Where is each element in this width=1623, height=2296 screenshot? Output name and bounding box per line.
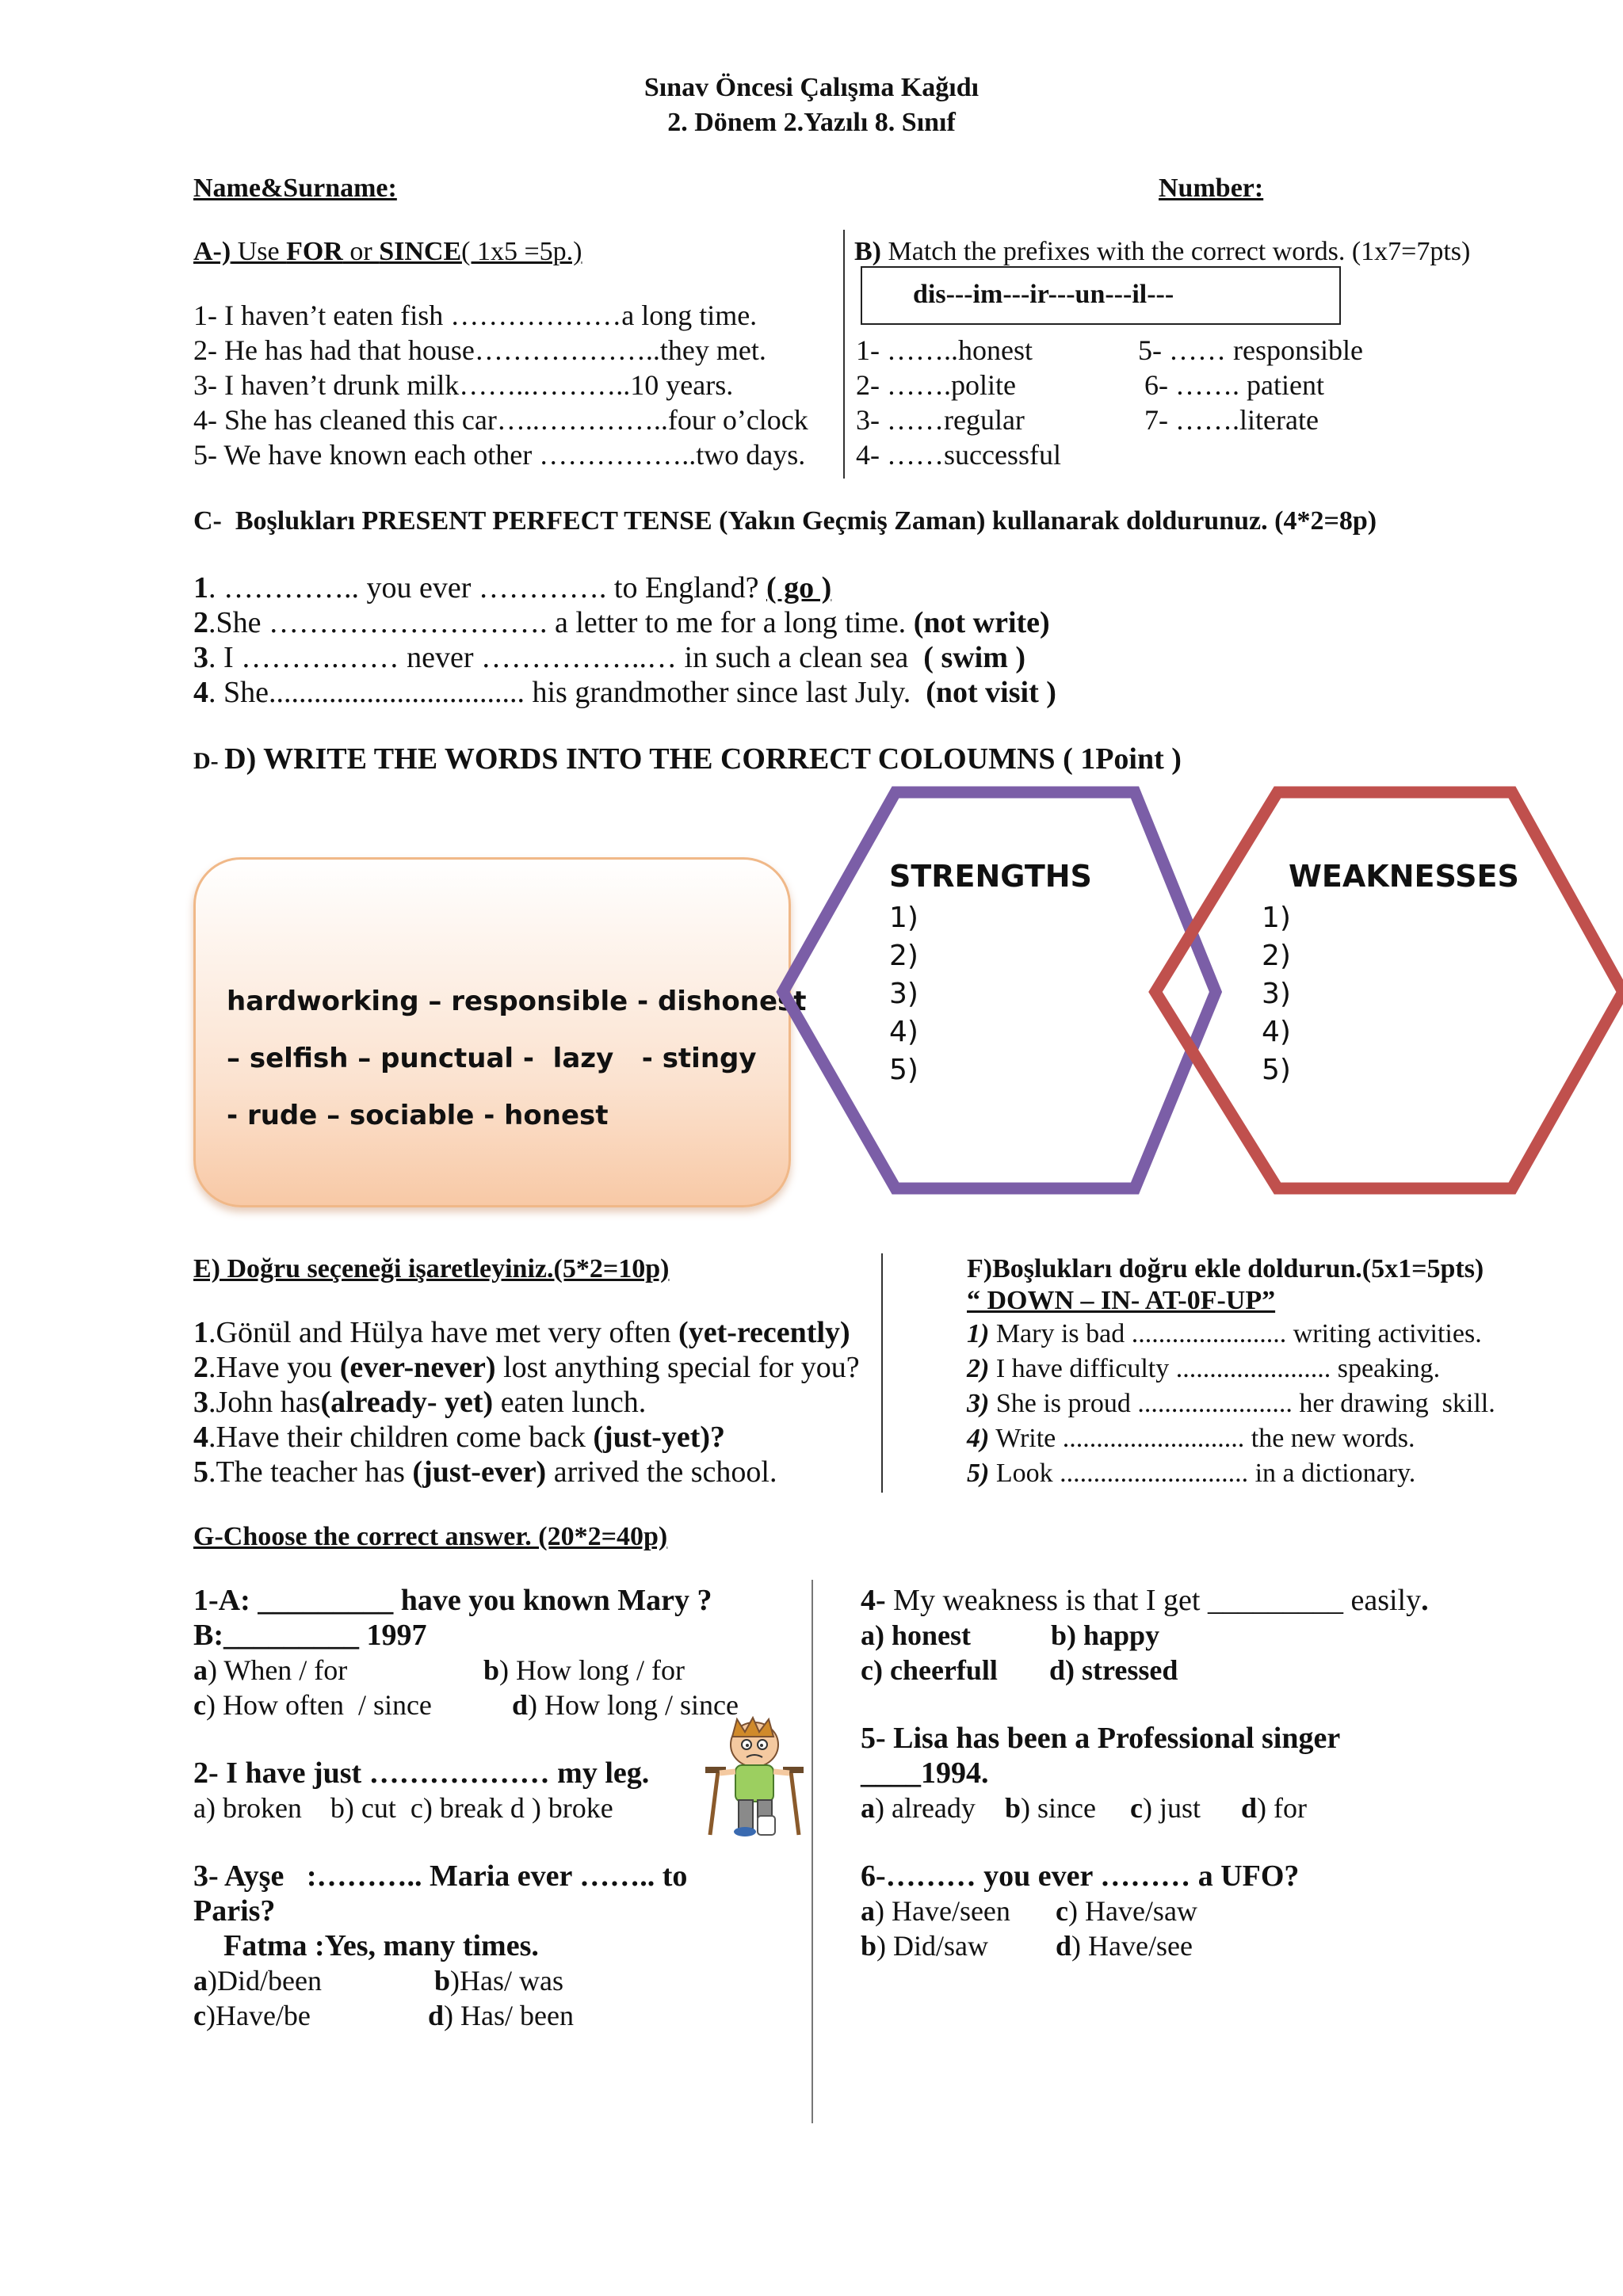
item-number: 1): [967, 1319, 990, 1348]
option-text: ) already: [875, 1792, 976, 1824]
section-g-heading: G-Choose the correct answer. (20*2=40p): [193, 1522, 668, 1551]
strength-slot: 2): [889, 940, 918, 972]
option-text: )Did/been: [208, 1965, 322, 1997]
item-choice: (yet-recently): [678, 1316, 850, 1349]
section-a-item: 5- We have known each other ……………..two days.: [193, 439, 806, 471]
option-text: )Have/be: [205, 2000, 311, 2031]
answer-option: [1056, 1894, 1197, 1928]
item-text: .Have you: [208, 1351, 340, 1384]
option-text: ) How long / for: [499, 1654, 685, 1686]
word-bank-line: - rude – sociable - honest: [227, 1100, 609, 1131]
question-number: 4-: [861, 1584, 894, 1617]
question-3-line: Fatma :Yes, many times.: [223, 1929, 539, 1962]
item-number: 5: [193, 1455, 208, 1489]
option-text: ) for: [1257, 1792, 1307, 1824]
item-number: 2): [967, 1354, 990, 1383]
weakness-slot: 1): [1262, 902, 1291, 934]
item-number: 2: [193, 1351, 208, 1384]
item-number: 1: [193, 571, 208, 605]
option-letter: c: [193, 2000, 206, 2031]
section-b-item: 5- …… responsible: [1138, 334, 1363, 366]
option-text: ) Has/ been: [444, 2000, 574, 2031]
item-number: 3: [193, 1386, 208, 1419]
section-f-item: [967, 1352, 1440, 1386]
option-letter: b: [1005, 1792, 1022, 1824]
option-text: ) just: [1142, 1792, 1201, 1824]
number-label: Number:: [1159, 174, 1264, 203]
answer-option: [1130, 1791, 1201, 1825]
option-letter: c: [1056, 1895, 1068, 1927]
item-text-end: lost anything special for you?: [495, 1351, 860, 1384]
prefix-box-text: dis---im---ir---un---il---: [913, 280, 1174, 309]
question-1-line: 1-A: _________ have you known Mary ?: [193, 1584, 712, 1617]
option-text: ) Have/saw: [1067, 1895, 1197, 1927]
question-text: My weakness is that I get _________ easily: [893, 1584, 1422, 1617]
section-f-item: [967, 1456, 1415, 1491]
section-b-prefix: B): [854, 237, 881, 266]
question-5-line: 5- Lisa has been a Professional singer: [861, 1722, 1341, 1755]
section-b-instruction: Match the prefixes with the correct words. (1x7=7pts): [881, 237, 1471, 266]
option-letter: a: [861, 1895, 875, 1927]
item-text: . I ……….…… never ……………..… in such a clean sea: [208, 641, 924, 674]
weaknesses-label: WEAKNESSES: [1289, 859, 1519, 894]
verb-hint: (not write): [913, 606, 1050, 639]
answer-option: [193, 1688, 432, 1722]
weaknesses-hexagon: [1155, 792, 1623, 1188]
option-text: ) When / for: [208, 1654, 348, 1686]
answer-option: c) cheerfull: [861, 1654, 998, 1686]
section-a-item: 1- I haven’t eaten fish ………………a long time.: [193, 299, 758, 331]
option-letter: b: [434, 1965, 451, 1997]
or-word: or: [342, 237, 380, 266]
answer-option: [483, 1653, 685, 1688]
option-letter: a: [193, 1654, 208, 1686]
item-text: Mary is bad ....................... writing activities.: [989, 1319, 1482, 1348]
answer-option: [1005, 1791, 1096, 1825]
item-text: Write ........................... the new words.: [989, 1424, 1415, 1453]
question-2-answers: a) broken b) cut c) break d ) broke: [193, 1792, 613, 1824]
item-text: . ………….. you ever …………. to England?: [208, 571, 766, 605]
item-choice: (already- yet): [320, 1386, 494, 1419]
boy-on-crutches-illustration: [686, 1716, 824, 1846]
item-text-end: eaten lunch.: [493, 1386, 647, 1419]
answer-option: [428, 1998, 574, 2033]
section-e-item: [193, 1350, 860, 1385]
item-text: She is proud ....................... her drawing skill.: [989, 1389, 1495, 1418]
section-f-options: “ DOWN – IN- AT-0F-UP”: [967, 1286, 1276, 1315]
question-3-line: 3- Ayşe :……….. Maria ever …….. to: [193, 1859, 688, 1893]
worksheet-subtitle: 2. Dönem 2.Yazılı 8. Sınıf: [667, 108, 956, 137]
answer-option: [861, 1894, 1010, 1928]
section-a-prefix: A-): [193, 237, 231, 266]
section-a-item: 4- She has cleaned this car…..…………..four o’clock: [193, 404, 808, 436]
section-e-item: [193, 1455, 777, 1489]
option-text: ) Have/seen: [875, 1895, 1010, 1927]
section-d-title: D) WRITE THE WORDS INTO THE CORRECT COLOUMNS ( 1Point ): [224, 742, 1182, 776]
option-letter: d: [1241, 1792, 1258, 1824]
item-number: 3: [193, 641, 208, 674]
option-letter: a: [861, 1792, 875, 1824]
item-choice: (just-ever): [412, 1455, 547, 1489]
item-text-end: arrived the school.: [546, 1455, 777, 1489]
weakness-slot: 2): [1262, 940, 1291, 972]
answer-option: [193, 1653, 347, 1688]
option-letter: c: [193, 1689, 206, 1721]
option-letter: b: [483, 1654, 500, 1686]
option-text: )Has/ was: [450, 1965, 563, 1997]
section-e-heading: E) Doğru seçeneği işaretleyiniz.(5*2=10p): [193, 1254, 670, 1283]
item-text: I have difficulty ....................... speaking.: [989, 1354, 1441, 1383]
item-number: 4: [193, 676, 208, 709]
column-divider: [881, 1253, 883, 1493]
worksheet-title: Sınav Öncesi Çalışma Kağıdı: [643, 73, 980, 102]
name-label: Name&Surname:: [193, 174, 397, 203]
answer-option: [861, 1791, 976, 1825]
option-letter: c: [1130, 1792, 1143, 1824]
answer-option: [193, 1963, 322, 1998]
option-text: ) Have/see: [1071, 1930, 1193, 1962]
section-a-item: 3- I haven’t drunk milk……..………..10 years.: [193, 369, 734, 401]
item-number: 4): [967, 1424, 990, 1453]
question-1-line: B:_________ 1997: [193, 1619, 427, 1652]
item-text: Look ............................ in a dictionary.: [989, 1459, 1416, 1488]
weakness-slot: 5): [1262, 1054, 1291, 1086]
section-b-item: 1- ……..honest: [856, 334, 1033, 366]
option-letter: d: [428, 2000, 445, 2031]
word-bank-line: – selfish – punctual - lazy - stingy: [227, 1043, 757, 1074]
strength-slot: 1): [889, 902, 918, 934]
question-3-line: Paris?: [193, 1894, 276, 1928]
question-6-line: 6-……… you ever ……… a UFO?: [861, 1859, 1300, 1893]
section-f-item: [967, 1386, 1495, 1421]
section-f-item: [967, 1421, 1415, 1456]
answer-option: [1241, 1791, 1307, 1825]
section-c-heading: C- Boşlukları PRESENT PERFECT TENSE (Yakın Geçmiş Zaman) kullanarak doldurunuz. (4*2=8p): [193, 506, 1377, 536]
question-5-line: ____1994.: [861, 1756, 989, 1790]
question-2-line: 2- I have just ……………… my leg.: [193, 1756, 650, 1790]
verb-hint: ( swim ): [923, 641, 1026, 674]
item-text: .She ………………………. a letter to me for a long time.: [208, 606, 914, 639]
section-b-item: 2- …….polite: [856, 369, 1016, 401]
item-text: .Gönül and Hülya have met very often: [208, 1316, 679, 1349]
section-a-instruction: Use: [231, 237, 287, 266]
item-number: 4: [193, 1421, 208, 1454]
option-text: ) How long / since: [528, 1689, 739, 1721]
item-text: .The teacher has: [208, 1455, 413, 1489]
option-letter: d: [512, 1689, 529, 1721]
section-b-item: 7- …….literate: [1144, 404, 1319, 436]
strength-slot: 5): [889, 1054, 918, 1086]
option-text: ) Did/saw: [876, 1930, 989, 1962]
section-a-item: 2- He has had that house………………..they met.: [193, 334, 766, 366]
verb-hint: (not visit ): [926, 676, 1056, 709]
strengths-label: STRENGTHS: [889, 859, 1092, 894]
option-letter: b: [861, 1930, 877, 1962]
for-word: FOR: [286, 237, 343, 266]
option-letter: a: [193, 1965, 208, 1997]
option-text: ) since: [1021, 1792, 1096, 1824]
section-e-item: [193, 1315, 850, 1350]
item-number: 5): [967, 1459, 990, 1488]
word-bank-line: hardworking – responsible - dishonest: [227, 986, 807, 1017]
section-b-item: 6- ……. patient: [1144, 369, 1324, 401]
item-text: . She.................................. his grandmother since last July.: [208, 676, 926, 709]
section-a-points: ( 1x5 =5p.): [461, 237, 582, 266]
section-e-item: [193, 1385, 646, 1420]
section-e-item: [193, 1420, 725, 1455]
section-f-item: [967, 1317, 1482, 1352]
question-4-line: [861, 1583, 1429, 1618]
weakness-slot: 3): [1262, 978, 1291, 1010]
section-b-item: 3- ……regular: [856, 404, 1025, 436]
item-number: 2: [193, 606, 208, 639]
verb-hint: ( go ): [766, 571, 832, 605]
section-d-prefix: D-: [193, 748, 225, 774]
answer-option: [861, 1928, 988, 1963]
since-word: SINCE: [379, 237, 462, 266]
answer-option: d) stressed: [1049, 1654, 1178, 1686]
column-divider: [812, 1580, 813, 2123]
answer-option: b) happy: [1051, 1619, 1160, 1651]
section-f-heading: F)Boşlukları doğru ekle doldurun.(5x1=5pts): [967, 1254, 1484, 1283]
item-number: 3): [967, 1389, 990, 1418]
item-number: 1: [193, 1316, 208, 1349]
item-text: .Have their children come back: [208, 1421, 594, 1454]
answer-option: a) honest: [861, 1619, 972, 1651]
strength-slot: 4): [889, 1016, 918, 1048]
option-text: ) How often / since: [205, 1689, 432, 1721]
answer-option: [1056, 1928, 1193, 1963]
item-text: .John has: [208, 1386, 321, 1419]
weakness-slot: 4): [1262, 1016, 1291, 1048]
answer-option: [193, 1998, 311, 2033]
question-end: .: [1421, 1584, 1429, 1617]
answer-option: [434, 1963, 563, 1998]
option-letter: d: [1056, 1930, 1072, 1962]
item-choice: (ever-never): [339, 1351, 496, 1384]
strength-slot: 3): [889, 978, 918, 1010]
item-choice: (just-yet)?: [593, 1421, 726, 1454]
section-b-item: 4- ……successful: [856, 439, 1061, 471]
